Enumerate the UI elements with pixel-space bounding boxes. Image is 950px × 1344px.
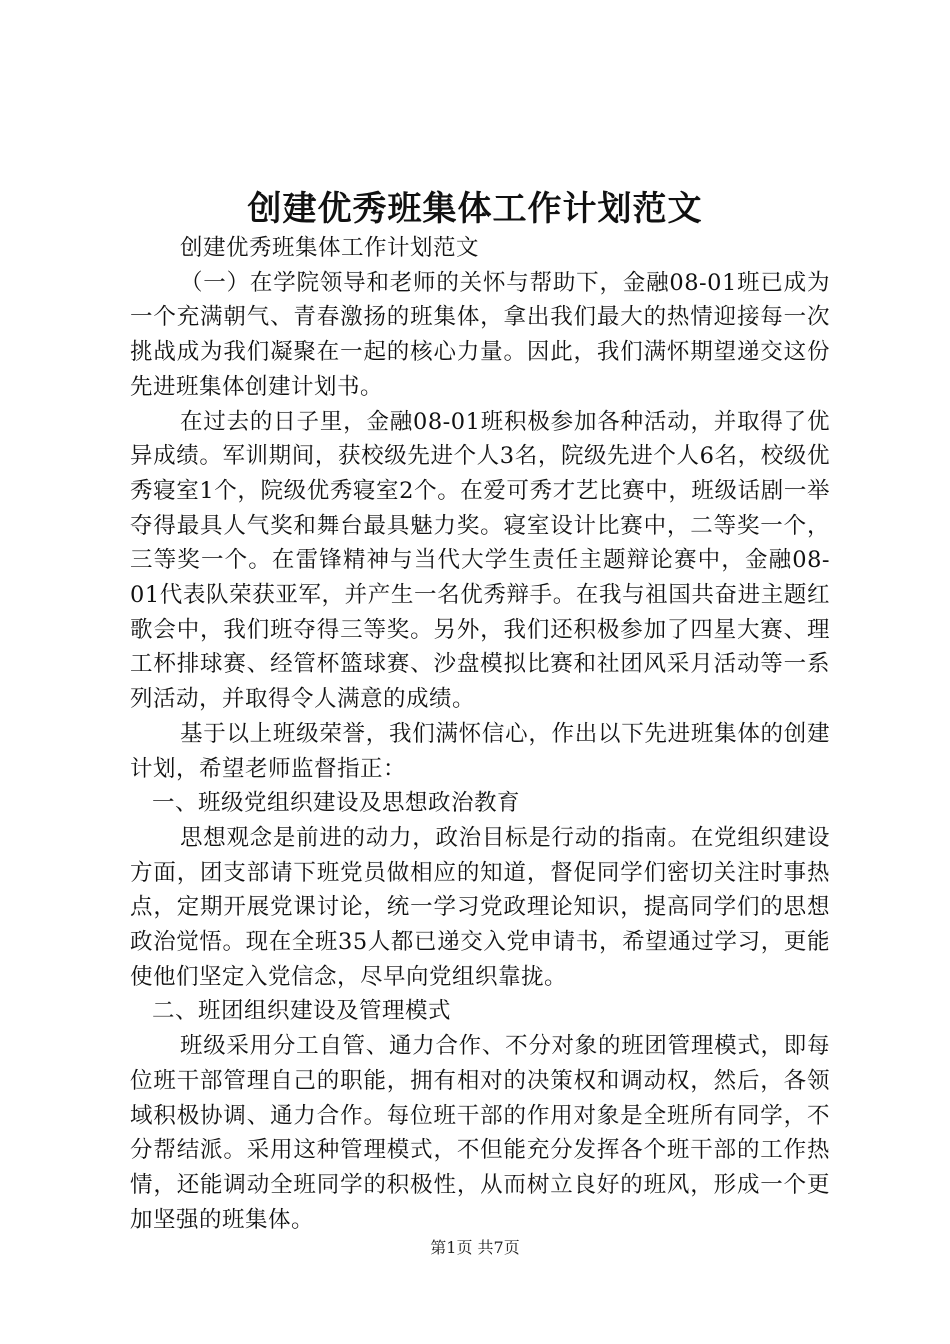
body-paragraph: 在过去的日子里，金融08-01班积极参加各种活动，并取得了优异成绩。军训期间，获校级先进个人3名，院级先进个人6名，校级优秀寝室1个，院级优秀寝室2个。在爱可秀才艺比赛中，班级话剧一举夺得最具人气奖和舞台最具魅力奖。寝室设计比赛中，二等奖一个，三等奖一个。在雷锋精神与当代大学生责任主题辩论赛中，金融08-01代表队荣获亚军，并产生一名优秀辩手。在我与祖国共奋进主题红歌会中，我们班夺得三等奖。另外，我们还积极参加了四星大赛、理工杯排球赛、经管杯篮球赛、沙盘模拟比赛和社团风采月活动等一系列活动，并取得令人满意的成绩。 [130,408,830,713]
page-footer: 第1页 共7页 [430,1238,520,1257]
document-body [130,231,830,1237]
body-paragraph: 思想观念是前进的动力，政治目标是行动的指南。在党组织建设方面，团支部请下班党员做相应的知道，督促同学们密切关注时事热点，定期开展党课讨论，统一学习党政理论知识，提高同学们的思想政治觉悟。现在全班35人都已递交入党申请书，希望通过学习，更能使他们坚定入党信念，尽早向党组织靠拢。 [130,824,830,990]
section-heading: 二、班团组织建设及管理模式 [152,998,452,1025]
body-paragraph: 创建优秀班集体工作计划范文 [180,235,480,261]
document-title: 创建优秀班集体工作计划范文 [247,189,703,229]
body-paragraph: 基于以上班级荣誉，我们满怀信心，作出以下先进班集体的创建计划，希望老师监督指正： [130,720,830,782]
body-paragraph: 班级采用分工自管、通力合作、不分对象的班团管理模式，即每位班干部管理自己的职能，拥有相对的决策权和调动权，然后，各领域积极协调、通力合作。每位班干部的作用对象是全班所有同学，不分帮结派。采用这种管理模式，不但能充分发挥各个班干部的工作热情，还能调动全班同学的积极性，从而树立良好的班风，形成一个更加坚强的班集体。 [130,1033,830,1233]
body-paragraph: （一）在学院领导和老师的关怀与帮助下，金融08-01班已成为一个充满朝气、青春激扬的班集体，拿出我们最大的热情迎接每一次挑战成为我们凝聚在一起的核心力量。因此，我们满怀期望递交这份先进班集体创建计划书。 [130,269,830,400]
section-heading: 一、班级党组织建设及思想政治教育 [152,790,521,817]
